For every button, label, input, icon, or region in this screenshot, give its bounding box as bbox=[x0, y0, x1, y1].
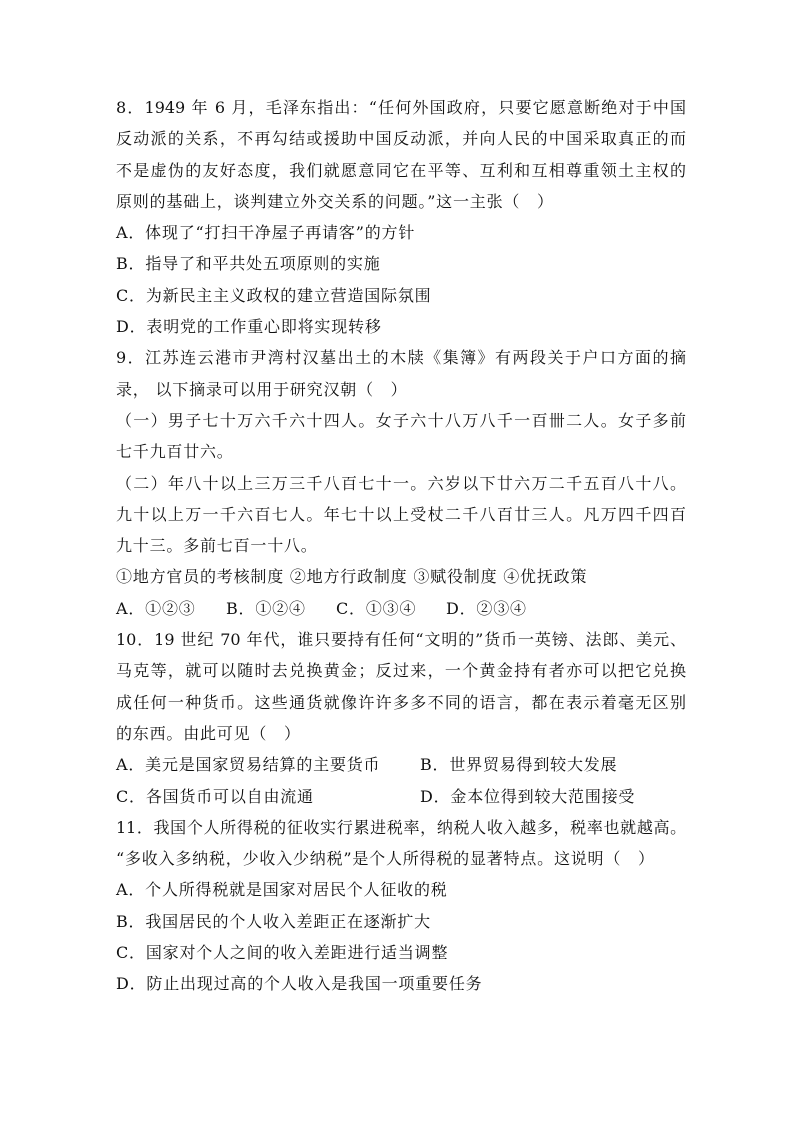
q10-option-b: B．世界贸易得到较大发展 bbox=[420, 755, 618, 775]
q9-items: ①地方官员的考核制度 ②地方行政制度 ③赋役制度 ④优抚政策 bbox=[116, 567, 588, 587]
q10-option-a: A．美元是国家贸易结算的主要货币 bbox=[116, 755, 381, 775]
q8-option-a: A．体现了“打扫干净屋子再请客”的方针 bbox=[116, 223, 416, 243]
q9-stem-line-1: 9．江苏连云港市尹湾村汉墓出土的木牍《集簿》有两段关于户口方面的摘 bbox=[116, 348, 686, 368]
q11-option-a: A．个人所得税就是国家对居民个人征收的税 bbox=[116, 880, 448, 900]
q9-excerpt-1-line-2: 七千九百廿六。 bbox=[116, 442, 234, 462]
question-10 bbox=[116, 624, 686, 812]
q11-option-c: C．国家对个人之间的收入差距进行适当调整 bbox=[116, 943, 449, 963]
q9-excerpt-2-line-1: （二）年八十以上三万三千八百七十一。六岁以下廿六万二千五百八十八。 bbox=[116, 473, 686, 493]
q9-excerpt-2-line-2: 九十以上万一千六百七人。年七十以上受杖二千八百廿三人。凡万四千四百 bbox=[116, 504, 686, 524]
q9-choice-b: B．①②④ bbox=[226, 598, 306, 618]
q9-excerpt-2-line-3: 九十三。多前七百一十八。 bbox=[116, 536, 318, 556]
q8-stem-line-3: 不是虚伪的友好态度，我们就愿意同它在平等、互利和互相尊重领土主权的 bbox=[116, 160, 686, 180]
q8-stem-line-4: 原则的基础上，谈判建立外交关系的问题。”这一主张（ ） bbox=[116, 191, 554, 211]
q10-stem-line-4: 的东西。由此可见（ ） bbox=[116, 723, 301, 743]
q9-answer-choices bbox=[116, 593, 686, 624]
question-8 bbox=[116, 92, 686, 342]
q10-option-d: D．金本位得到较大范围接受 bbox=[420, 786, 636, 806]
q10-options-row-2 bbox=[116, 781, 686, 812]
q9-stem-line-2: 录， 以下摘录可以用于研究汉朝（ ） bbox=[116, 379, 408, 399]
q11-option-b: B．我国居民的个人收入差距正在逐渐扩大 bbox=[116, 911, 431, 931]
q8-option-b: B．指导了和平共处五项原则的实施 bbox=[116, 254, 381, 274]
q11-stem-line-1: 11．我国个人所得税的征收实行累进税率，纳税人收入越多，税率也就越高。 bbox=[116, 817, 686, 837]
q10-stem-line-3: 成任何一种货币。这些通货就像许许多多不同的语言，都在表示着毫无区别 bbox=[116, 692, 686, 712]
q9-excerpt-1-line-1: （一）男子七十万六千六十四人。女子六十八万八千一百卌二人。女子多前 bbox=[116, 410, 686, 430]
q11-stem-line-2: “多收入多纳税，少收入少纳税”是个人所得税的显著特点。这说明（ ） bbox=[116, 849, 655, 869]
question-11 bbox=[116, 812, 686, 1000]
q10-options-row-1 bbox=[116, 749, 686, 780]
q8-stem-line-2: 反动派的关系，不再勾结或援助中国反动派，并向人民的中国采取真正的而 bbox=[116, 129, 686, 149]
q11-option-d: D．防止出现过高的个人收入是我国一项重要任务 bbox=[116, 974, 483, 994]
q8-option-c: C．为新民主主义政权的建立营造国际氛围 bbox=[116, 285, 432, 305]
q10-option-c: C．各国货币可以自由流通 bbox=[116, 786, 314, 806]
q10-stem-line-2: 马克等，就可以随时去兑换黄金；反过来，一个黄金持有者亦可以把它兑换 bbox=[116, 661, 686, 681]
question-9 bbox=[116, 342, 686, 624]
q9-choice-d: D．②③④ bbox=[446, 598, 527, 618]
page-content bbox=[116, 92, 686, 1000]
q8-option-d: D．表明党的工作重心即将实现转移 bbox=[116, 317, 382, 337]
q9-choice-a: A．①②③ bbox=[116, 598, 196, 618]
q8-stem-line-1: 8．1949 年 6 月，毛泽东指出：“任何外国政府，只要它愿意断绝对于中国 bbox=[116, 98, 686, 117]
q10-stem-line-1: 10．19 世纪 70 年代，谁只要持有任何“文明的”货币一英镑、法郎、美元、 bbox=[116, 630, 686, 650]
q9-choice-c: C．①③④ bbox=[336, 598, 417, 618]
